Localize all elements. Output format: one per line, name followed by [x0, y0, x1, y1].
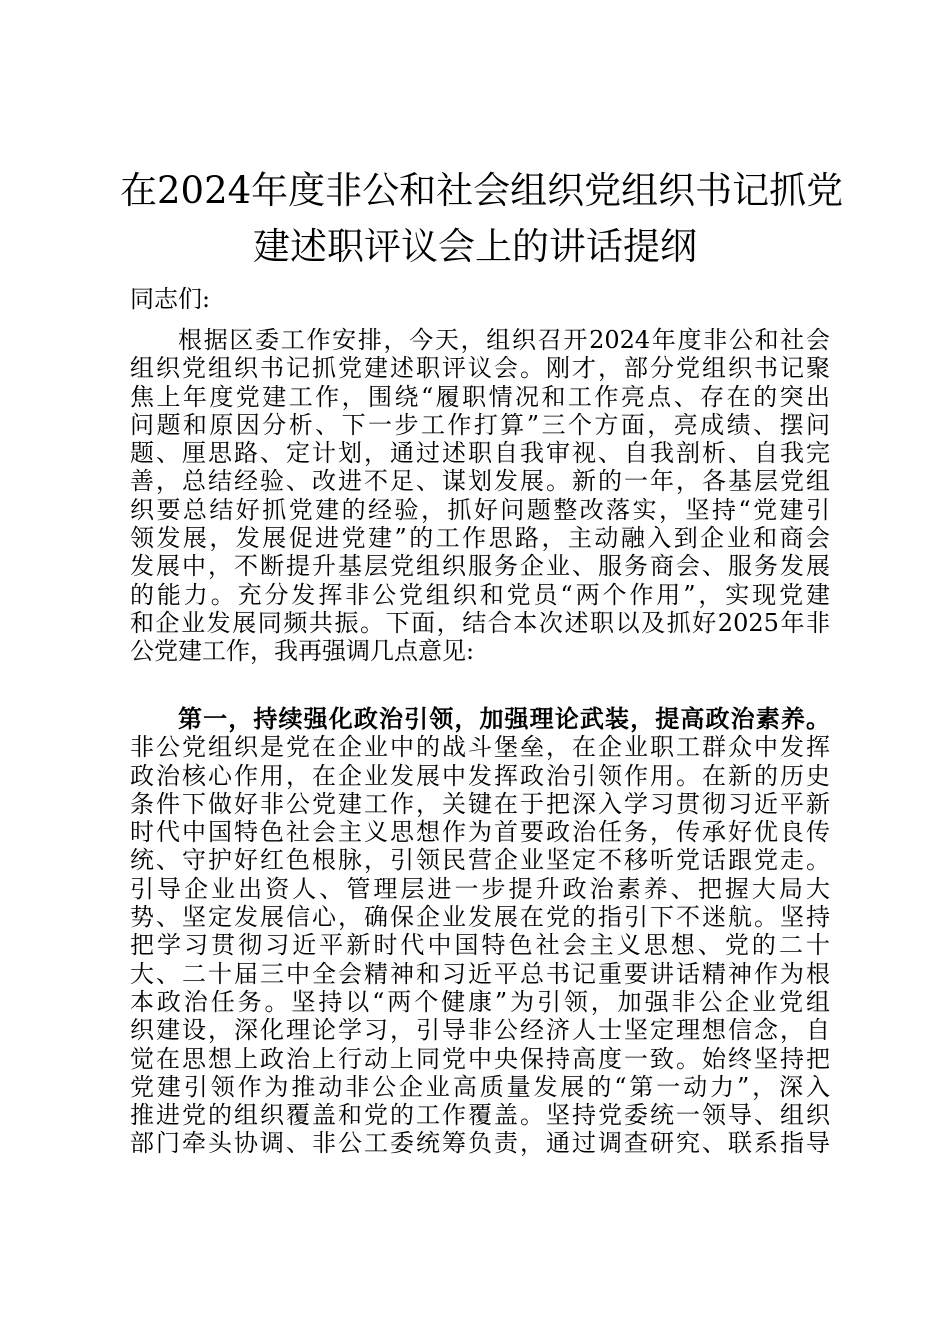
paragraph-line: 发展中，不断提升基层党组织服务企业、服务商会、服务发展 [130, 552, 830, 581]
paragraph-line: 条件下做好非公党建工作，关键在于把深入学习贯彻习近平新 [130, 789, 830, 818]
title-line-1: 在2024年度非公和社会组织党组织书记抓党 [120, 169, 844, 212]
paragraph-line: 和企业发展同频共振。下面，结合本次述职以及抓好2025年非 [130, 608, 830, 637]
paragraph-line: 部门牵头协调、非公工委统筹负责，通过调查研究、联系指导 [130, 1129, 830, 1158]
paragraph-intro [130, 326, 830, 666]
document-title [120, 163, 844, 275]
paragraph-line: 非公党组织是党在企业中的战斗堡垒，在企业职工群众中发挥 [130, 733, 830, 762]
paragraph-line: 的能力。充分发挥非公党组织和党员“两个作用”，实现党建 [130, 580, 830, 609]
title-line-2: 建述职评议会上的讲话提纲 [253, 225, 697, 268]
paragraph-line: 问题和原因分析、下一步工作打算”三个方面，亮成绩、摆问 [130, 410, 830, 439]
paragraph-line: 党建引领作为推动非公企业高质量发展的“第一动力”，深入 [130, 1072, 830, 1101]
paragraph-line: 领发展，发展促进党建”的工作思路，主动融入到企业和商会 [130, 524, 830, 553]
paragraph-line: 织建设，深化理论学习，引导非公经济人士坚定理想信念，自 [130, 1016, 830, 1045]
paragraph-line: 织要总结好抓党建的经验，抓好问题整改落实，坚持“党建引 [130, 495, 830, 524]
paragraph-line: 善，总结经验、改进不足、谋划发展。新的一年，各基层党组 [130, 467, 830, 496]
paragraph-line: 把学习贯彻习近平新时代中国特色社会主义思想、党的二十 [130, 931, 830, 960]
paragraph-line: 时代中国特色社会主义思想作为首要政治任务，传承好优良传 [130, 818, 830, 847]
section-heading: 第一，持续强化政治引领，加强理论武装，提高政治素养。 [178, 704, 830, 733]
paragraph-line: 引导企业出资人、管理层进一步提升政治素养、把握大局大 [130, 874, 830, 903]
salutation: 同志们: [130, 285, 211, 313]
paragraph-line: 势、坚定发展信心，确保企业发展在党的指引下不迷航。坚持 [130, 903, 830, 932]
paragraph-line: 焦上年度党建工作，围绕“履职情况和工作亮点、存在的突出 [130, 382, 830, 411]
paragraph-line: 根据区委工作安排，今天，组织召开2024年度非公和社会 [178, 326, 830, 354]
paragraph-line: 大、二十届三中全会精神和习近平总书记重要讲话精神作为根 [130, 959, 830, 988]
paragraph-line: 题、厘思路、定计划，通过述职自我审视、自我剖析、自我完 [130, 439, 830, 468]
paragraph-line: 政治核心作用，在企业发展中发挥政治引领作用。在新的历史 [130, 761, 830, 790]
paragraph-line: 组织党组织书记抓党建述职评议会。刚才，部分党组织书记聚 [130, 354, 830, 383]
section-one [130, 705, 830, 1158]
paragraph-line: 推进党的组织覆盖和党的工作覆盖。坚持党委统一领导、组织 [130, 1101, 830, 1130]
paragraph-line: 统、守护好红色根脉，引领民营企业坚定不移听党话跟党走。 [130, 846, 830, 875]
paragraph-line: 本政治任务。坚持以“两个健康”为引领，加强非公企业党组 [130, 987, 830, 1016]
paragraph-line: 公党建工作，我再强调几点意见: [130, 637, 475, 666]
paragraph-line: 觉在思想上政治上行动上同党中央保持高度一致。始终坚持把 [130, 1044, 830, 1073]
